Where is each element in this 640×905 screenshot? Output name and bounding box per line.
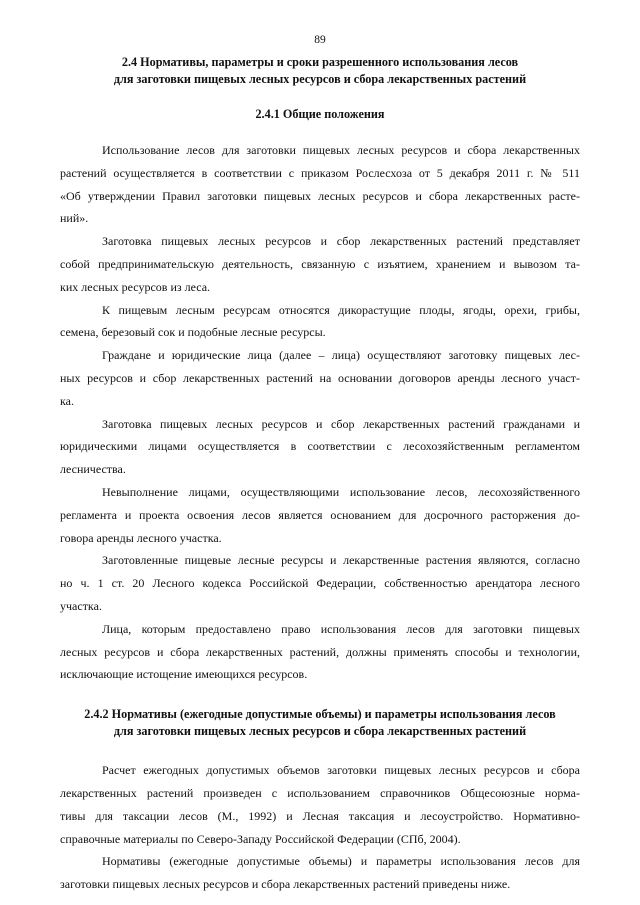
subsection-title-norms (60, 706, 580, 740)
paragraph-line: Заготовленные пищевые лесные ресурсы и лекарственные растения являются, согласно (102, 553, 580, 568)
paragraph (60, 549, 580, 617)
paragraph-line: Лица, которым предоставлено право использования лесов для заготовки пищевых (102, 621, 580, 636)
paragraph-line: ных ресурсов и сбор лекарственных растений на основании договоров аренды лесного участ- (60, 370, 580, 385)
paragraph (60, 481, 580, 549)
subsection-title-line: 2.4.2 Нормативы (ежегодные допустимые объемы) и параметры использования лесов (84, 707, 556, 722)
paragraph (60, 850, 580, 896)
general-provisions-body (60, 139, 580, 686)
paragraph (60, 230, 580, 298)
paragraph (60, 618, 580, 686)
paragraph-line: Невыполнение лицами, осуществляющими использование лесов, лесохозяйственного (102, 484, 580, 499)
paragraph-line: говора аренды лесного участка. (60, 530, 222, 545)
paragraph-line: лекарственных растений произведен с использованием справочников Общесоюзные норма- (60, 785, 580, 800)
paragraph-line: регламента и проекта освоения лесов является основанием для досрочного расторжения до- (60, 507, 580, 522)
paragraph-line: семена, березовый сок и подобные лесные ресурсы. (60, 325, 326, 340)
paragraph-line: К пищевым лесным ресурсам относятся дикорастущие плоды, ягоды, орехи, грибы, (102, 302, 580, 317)
paragraph (60, 413, 580, 481)
paragraph-line: Граждане и юридические лица (далее – лица) осуществляют заготовку пищевых лес- (102, 348, 580, 363)
section-title-line: 2.4 Нормативы, параметры и сроки разрешенного использования лесов (121, 55, 519, 69)
paragraph-line: «Об утверждении Правил заготовки пищевых лесных ресурсов и сбора лекарственных расте- (60, 188, 580, 203)
paragraph-line: Заготовка пищевых лесных ресурсов и сбор лекарственных растений представляет (102, 234, 580, 249)
paragraph (60, 299, 580, 345)
paragraph-line: но ч. 1 ст. 20 Лесного кодекса Российской Федерации, собственностью арендатора лесного (60, 576, 580, 591)
paragraph-line: ний». (60, 211, 89, 226)
paragraph-line: юридическими лицами осуществляется в соответствии с лесохозяйственным регламентом (60, 439, 580, 454)
paragraph-line: заготовки пищевых лесных ресурсов и сбора лекарственных растений приведены ниже. (60, 877, 511, 892)
paragraph-line: Использование лесов для заготовки пищевых лесных ресурсов и сбора лекарственных (102, 143, 580, 157)
paragraph-line: участка. (60, 598, 102, 613)
paragraph-line: тивы для таксации лесов (М., 1992) и Лесная таксация и лесоустройство. Нормативно- (60, 808, 580, 823)
section-title-line: для заготовки пищевых лесных ресурсов и сбора лекарственных растений (113, 72, 527, 86)
paragraph-line: Заготовка пищевых лесных ресурсов и сбор лекарственных растений гражданами и (102, 416, 580, 431)
paragraph (60, 759, 580, 850)
paragraph-line: справочные материалы по Северо-Западу Российской Федерации (СПб, 2004). (60, 831, 461, 846)
paragraph-line: лесничества. (60, 462, 126, 477)
paragraph (60, 139, 580, 230)
paragraph-line: ких лесных ресурсов из леса. (60, 279, 211, 294)
section-title (60, 54, 580, 88)
paragraph-line: собой предпринимательскую деятельность, связанную с изъятием, хранением и вывозом та- (60, 256, 580, 271)
subsection-title-general: 2.4.1 Общие положения (255, 107, 385, 121)
paragraph-line: растений осуществляется в соответствии с приказом Рослесхоза от 5 декабря 2011 г. № 511 (60, 165, 580, 180)
page-content (60, 54, 580, 896)
paragraph-line: лесных ресурсов и сбора лекарственных растений, должны применять способы и технологии, (60, 644, 580, 659)
paragraph-line: Расчет ежегодных допустимых объемов заготовки пищевых лесных ресурсов и сбора (102, 763, 580, 778)
subsection-title-line: для заготовки пищевых лесных ресурсов и сбора лекарственных растений (113, 724, 527, 739)
paragraph-line: ка. (60, 393, 74, 408)
paragraph-line: Нормативы (ежегодные допустимые объемы) и параметры использования лесов для (102, 854, 580, 869)
page-number: 89 (314, 34, 326, 46)
norms-body (60, 759, 580, 896)
paragraph (60, 344, 580, 412)
paragraph-line: исключающие истощение имеющихся ресурсов. (60, 667, 308, 682)
